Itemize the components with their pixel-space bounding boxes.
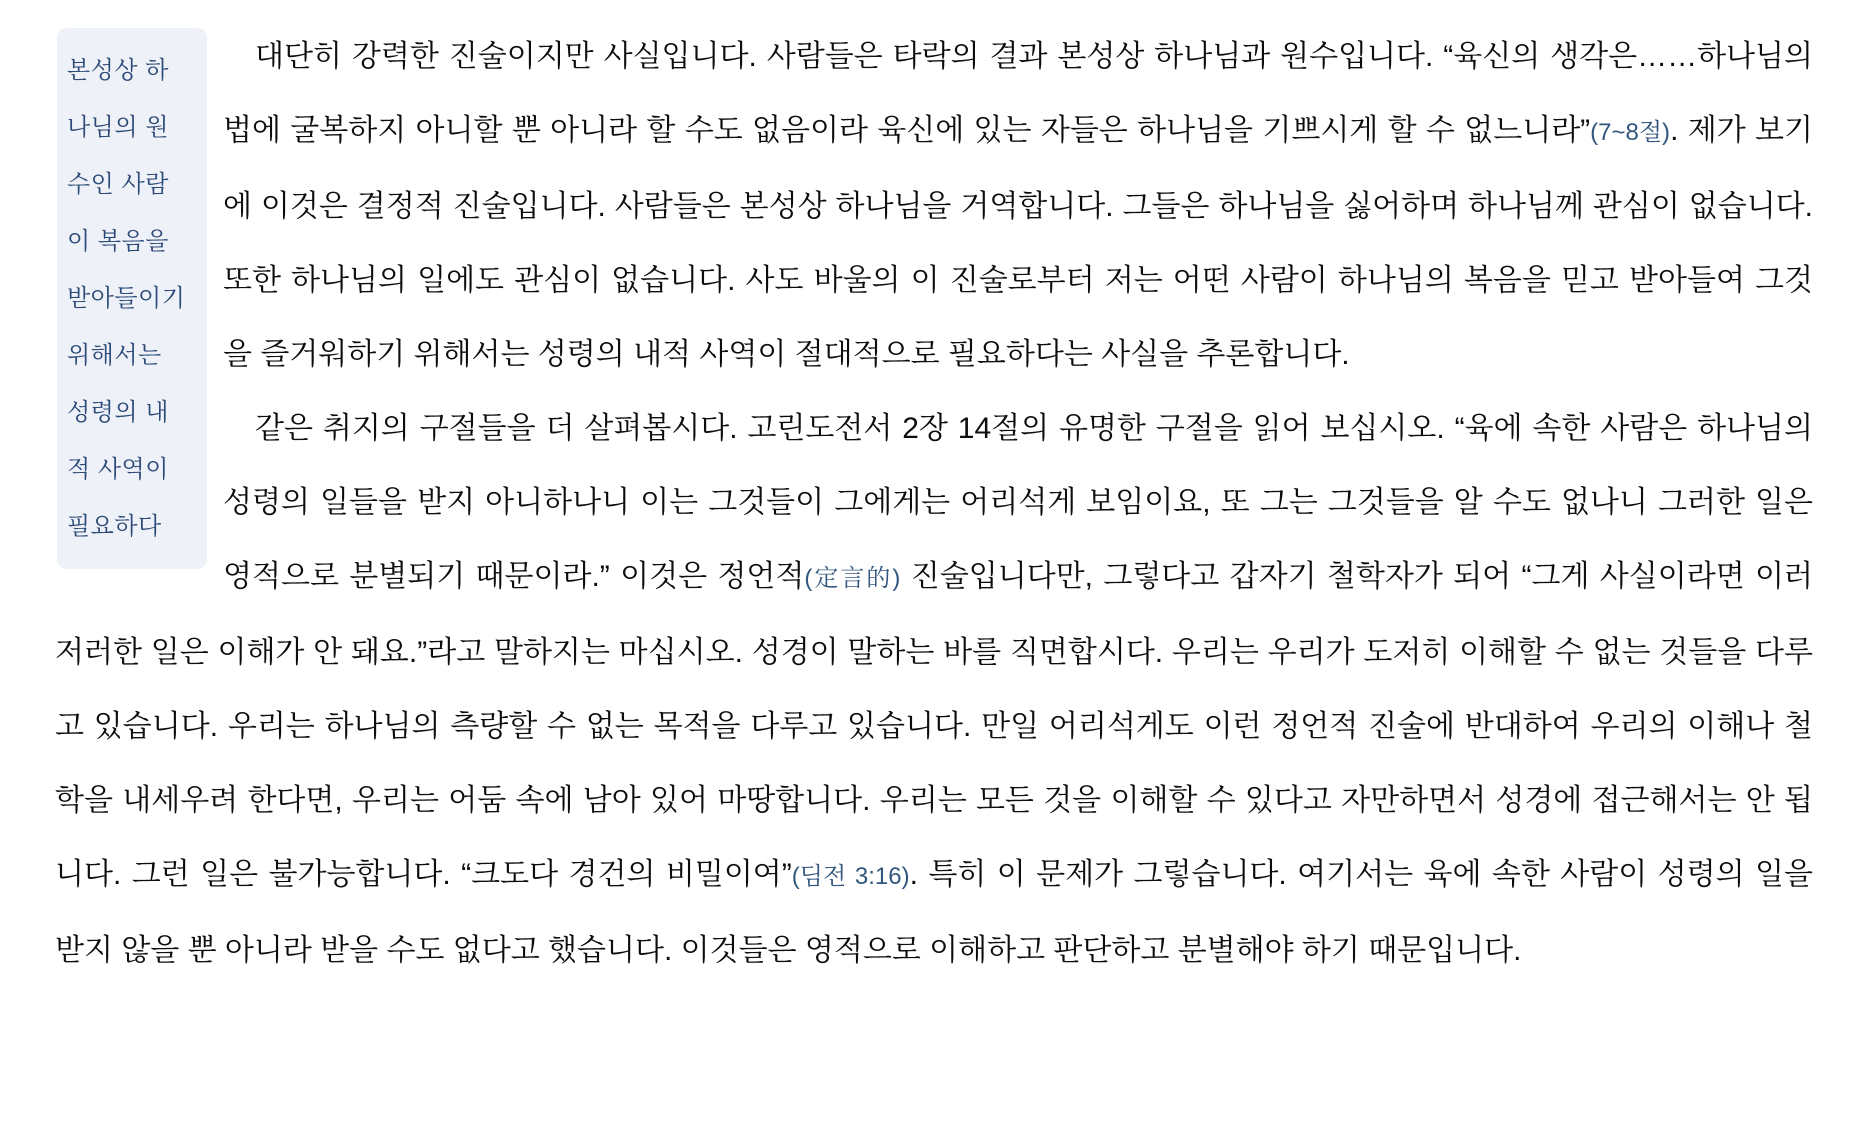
verse-reference-link[interactable]: (딤전 3:16) [791,863,910,890]
verse-reference-link[interactable]: (7~8절) [1590,119,1671,146]
margin-note-line: 적 사역이 [67,456,169,483]
hanja-gloss: (定言的) [804,565,901,592]
paragraph-2 [55,392,1813,988]
margin-note [57,28,207,569]
body-text-segment: 같은 취지의 구절들을 더 살펴봅시다. 고린도전서 2장 14절의 유명한 구절을 읽어 보십시오. “육에 속한 사람은 하나님의 성령의 일들을 받지 아니하나니 이는 그것들이 그에게는 어리석게 보임이요, 또 그는 그것들을 알 수도 없나니 그러한 일은 영적으로 분별되기 때문이라.” 이것은 정언적 [223,412,1813,593]
margin-note-line: 성령의 내 [67,399,169,426]
margin-note-line: 받아들이기 [67,285,186,312]
margin-note-line: 필요하다 [67,513,162,540]
margin-note-line: 본성상 하 [67,57,169,84]
margin-note-line: 이 복음을 [67,228,169,255]
body-text-segment: . 제가 보기에 이것은 결정적 진술입니다. 사람들은 본성상 하나님을 거역합니다. 그들은 하나님을 싫어하며 하나님께 관심이 없습니다. 또한 하나님의 일에도 관심이 없습니다. 사도 바울의 이 진술로부터 저는 어떤 사람이 하나님의 복음을 믿고 받아들여 그것을 즐거워하기 위해서는 성령의 내적 사역이 절대적으로 필요하다는 사실을 추론합니다. [223,114,1813,371]
margin-note-line: 수인 사람 [67,171,169,198]
body-text-segment: . 특히 이 문제가 그렇습니다. 여기서는 육에 속한 사람이 성령의 일을 받지 않을 뿐 아니라 받을 수도 없다고 했습니다. 이것들은 영적으로 이해하고 판단하고 분별해야 하기 때문입니다. [55,858,1813,967]
paragraph-1 [55,20,1813,392]
body-text-segment: 대단히 강력한 진술이지만 사실입니다. 사람들은 타락의 결과 본성상 하나님과 원수입니다. “육신의 생각은……하나님의 법에 굴복하지 아니할 뿐 아니라 할 수도 없음이라 육신에 있는 자들은 하나님을 기쁘시게 할 수 없느니라” [223,40,1813,147]
margin-note-line: 나님의 원 [67,114,169,141]
margin-note-line: 위해서는 [67,342,162,369]
body-text-segment: 진술입니다만, 그렇다고 갑자기 철학자가 되어 “그게 사실이라면 이러 저러한 일은 이해가 안 돼요.”라고 말하지는 마십시오. 성경이 말하는 바를 직면합시다. 우리는 우리가 도저히 이해할 수 없는 것들을 다루고 있습니다. 우리는 하나님의 측량할 수 없는 목적을 다루고 있습니다. 만일 어리석게도 이런 정언적 진술에 반대하여 우리의 이해나 철학을 내세우려 한다면, 우리는 어둠 속에 남아 있어 마땅합니다. 우리는 모든 것을 이해할 수 있다고 자만하면서 성경에 접근해서는 안 됩니다. 그런 일은 불가능합니다. “크도다 경건의 비밀이여” [55,560,1813,891]
